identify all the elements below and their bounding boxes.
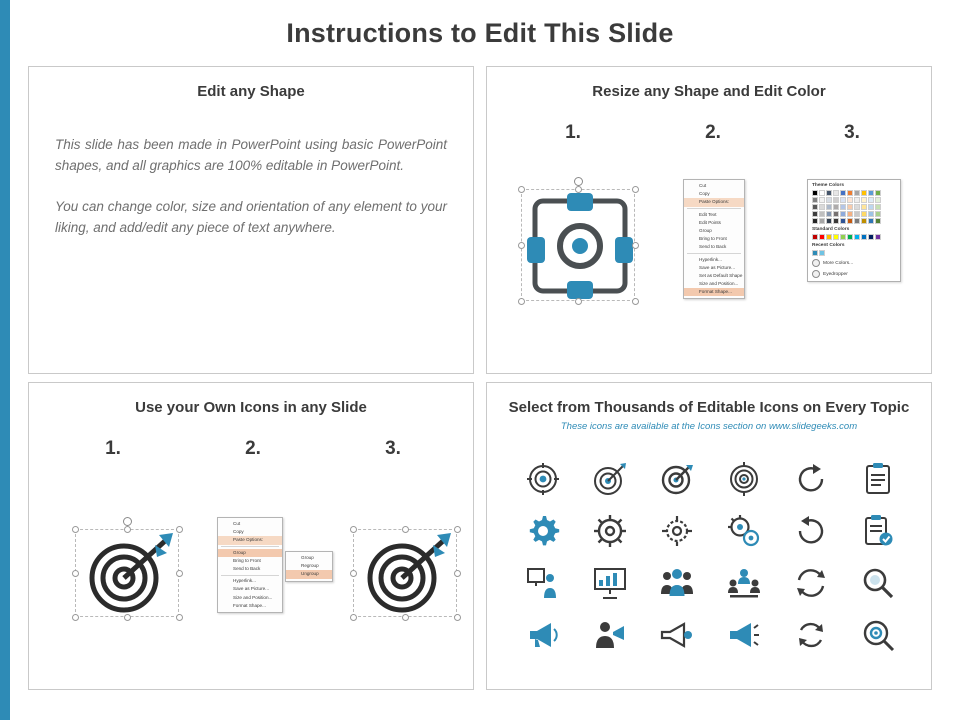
panel-title: Select from Thousands of Editable Icons on Every Topic <box>508 399 910 416</box>
menu-item[interactable]: Bring to Front <box>699 236 727 242</box>
target-rings-icon[interactable] <box>727 462 761 496</box>
menu-item[interactable]: Copy <box>699 191 710 197</box>
standard-colors-label: Standard Colors <box>812 227 850 232</box>
step-number-1: 1. <box>565 122 581 143</box>
more-colors-row[interactable] <box>812 259 896 267</box>
step-number-2: 2. <box>245 438 261 459</box>
menu-item[interactable]: Cut <box>233 521 241 526</box>
refresh-arrow-icon[interactable] <box>794 514 828 548</box>
gear-outline-icon[interactable] <box>593 514 627 548</box>
theme-colors-row-shade1[interactable] <box>812 211 896 217</box>
panel-resize-any-shape <box>486 66 932 374</box>
menu-item[interactable]: Edit Text <box>699 211 717 217</box>
theme-colors-row-shade2[interactable] <box>812 218 896 224</box>
target-handles-screenshot-1 <box>69 523 189 623</box>
menu-item[interactable]: Size and Position... <box>699 281 739 287</box>
panel-use-own-icons <box>28 382 474 690</box>
submenu-item[interactable]: Group <box>301 555 314 560</box>
gear-solid-icon[interactable] <box>526 514 560 548</box>
clipboard-lines-icon[interactable] <box>861 462 895 496</box>
recent-colors-label: Recent Colors <box>812 243 845 248</box>
more-colors-label: More Colors... <box>823 260 854 266</box>
standard-colors-row[interactable] <box>812 234 896 240</box>
panel-title: Edit any Shape <box>197 83 305 100</box>
person-speaking-icon[interactable] <box>593 618 627 652</box>
recycle-arrows-icon[interactable] <box>794 618 828 652</box>
palette-icon <box>812 259 820 267</box>
loudspeaker-icon[interactable] <box>727 618 761 652</box>
step-number-1: 1. <box>105 438 121 459</box>
recent-colors-row[interactable] <box>812 250 896 256</box>
menu-item[interactable]: Size and Position... <box>233 594 273 600</box>
theme-colors-row-tint1[interactable] <box>812 197 896 203</box>
eyedropper-label: Eyedropper <box>823 271 848 277</box>
cycle-arrows-icon[interactable] <box>794 566 828 600</box>
menu-item[interactable]: Paste Options: <box>218 536 282 544</box>
bullhorn-icon[interactable] <box>660 618 694 652</box>
left-accent-bar <box>0 0 10 720</box>
team-meeting-icon[interactable] <box>727 566 761 600</box>
menu-item[interactable]: Edit Points <box>699 219 721 225</box>
step-number-3: 3. <box>385 438 401 459</box>
gear-dotted-icon[interactable] <box>660 514 694 548</box>
shape-handles-screenshot <box>515 179 645 309</box>
theme-colors-label: Theme Colors <box>812 183 844 188</box>
menu-item[interactable]: Hyperlink... <box>233 578 256 584</box>
menu-item[interactable]: Send to Back <box>233 565 261 571</box>
gears-double-icon[interactable] <box>727 514 761 548</box>
target-search-icon[interactable] <box>861 618 895 652</box>
panel-subtitle: These icons are available at the Icons section on www.slidegeeks.com <box>560 421 858 432</box>
theme-colors-row-tint2[interactable] <box>812 204 896 210</box>
target-handles-screenshot-2 <box>347 523 467 623</box>
megaphone-icon[interactable] <box>526 618 560 652</box>
panel-editable-icons <box>486 382 932 690</box>
menu-item[interactable]: Set as Default Shape <box>699 272 743 278</box>
refresh-cw-icon[interactable] <box>794 462 828 496</box>
menu-item[interactable]: Copy <box>233 529 244 535</box>
context-menu-screenshot[interactable] <box>683 179 745 299</box>
steps-row <box>487 122 931 156</box>
presentation-people-icon[interactable] <box>593 566 627 600</box>
menu-item[interactable]: Send to Back <box>699 244 727 250</box>
eyedropper-row[interactable] <box>812 270 896 278</box>
target-crosshair-icon[interactable] <box>526 462 560 496</box>
target-arrow-icon[interactable] <box>593 462 627 496</box>
page-title: Instructions to Edit This Slide <box>286 18 674 48</box>
menu-item[interactable]: Paste Options: <box>684 198 744 206</box>
theme-colors-row-dark[interactable] <box>812 190 896 196</box>
submenu-item-ungroup[interactable]: Ungroup <box>286 570 332 578</box>
panel-title: Use your Own Icons in any Slide <box>135 399 367 416</box>
menu-item[interactable]: Format Shape... <box>233 602 266 608</box>
menu-item[interactable]: Group <box>699 227 712 233</box>
person-presenter-icon[interactable] <box>526 566 560 600</box>
menu-item-highlighted[interactable]: Format Shape... <box>684 288 744 296</box>
panel-paragraph-1: This slide has been made in PowerPoint using basic PowerPoint shapes, and all graphics are 100% editable in PowerPoint. <box>55 137 447 173</box>
target-dart-icon[interactable] <box>660 462 694 496</box>
context-menu-screenshot[interactable] <box>217 517 283 613</box>
icon-grid <box>509 453 911 661</box>
panel-edit-any-shape <box>28 66 474 374</box>
submenu-item[interactable]: Regroup <box>301 563 319 569</box>
eyedropper-icon <box>812 270 820 278</box>
menu-item[interactable]: Save as Picture... <box>699 264 736 270</box>
menu-item[interactable]: Save as Picture... <box>233 586 270 592</box>
group-people-icon[interactable] <box>660 566 694 600</box>
clipboard-check-icon[interactable] <box>861 514 895 548</box>
menu-item[interactable]: Cut <box>699 183 707 188</box>
color-picker-screenshot[interactable] <box>807 179 901 282</box>
magnifier-icon[interactable] <box>861 566 895 600</box>
group-submenu[interactable] <box>285 551 333 582</box>
menu-item[interactable]: Bring to Front <box>233 557 261 563</box>
step-number-3: 3. <box>844 122 860 143</box>
menu-item-group[interactable]: Group <box>218 549 282 557</box>
steps-row <box>29 438 473 472</box>
panel-paragraph-2: You can change color, size and orientation of any element to your liking, and add/edit any piece of text anywhere. <box>55 199 447 235</box>
panel-title: Resize any Shape and Edit Color <box>592 83 826 100</box>
menu-item[interactable]: Hyperlink... <box>699 256 722 262</box>
step-number-2: 2. <box>705 122 721 143</box>
